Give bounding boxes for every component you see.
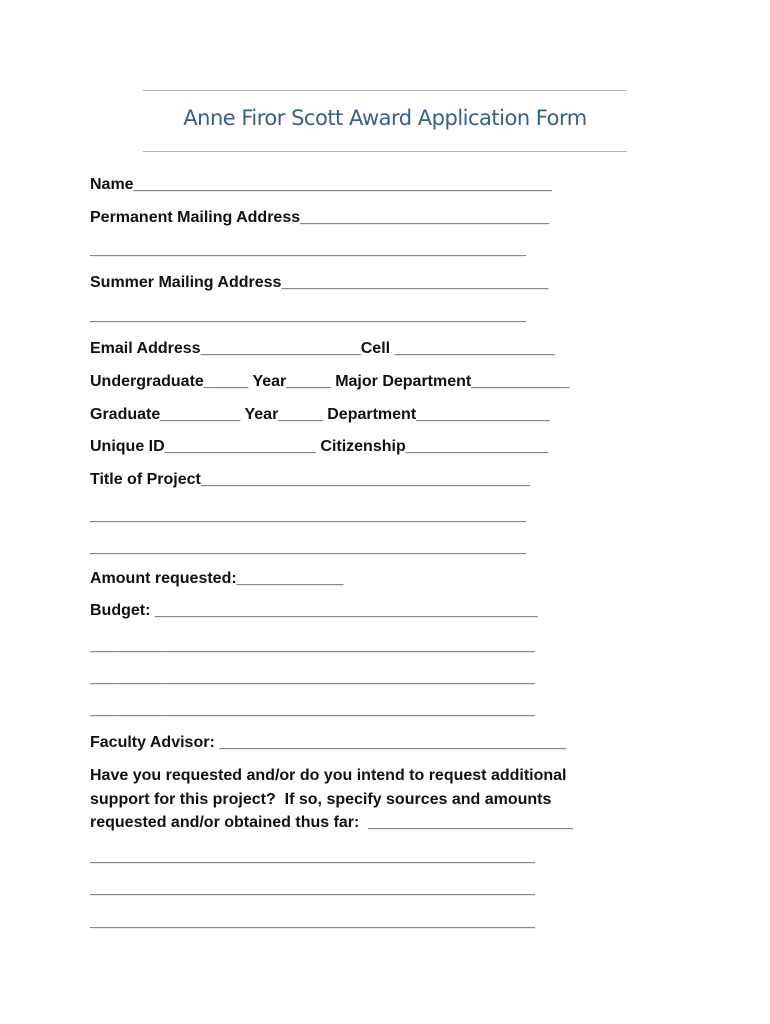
project-title-field[interactable]: Title of Project_____________________________________ — [90, 471, 531, 488]
faculty-advisor-field[interactable]: Faculty Advisor: _______________________________________ — [90, 734, 567, 751]
budget-field[interactable]: Budget: ___________________________________________ — [90, 602, 538, 619]
budget-continued-field-3[interactable]: __________________________________________________ — [90, 701, 535, 718]
unique-id-citizenship-field[interactable]: Unique ID_________________ Citizenship________________ — [90, 438, 549, 455]
summer-address-continued-field[interactable]: _________________________________________________ — [90, 307, 527, 324]
additional-support-question-line-2: support for this project? If so, specify sources and amounts — [90, 790, 552, 808]
permanent-address-continued-field[interactable]: _________________________________________________ — [90, 241, 527, 258]
project-title-continued-field-1[interactable]: _________________________________________________ — [90, 507, 527, 524]
name-field[interactable]: Name_______________________________________________ — [90, 176, 552, 193]
summer-address-field[interactable]: Summer Mailing Address______________________________ — [90, 274, 549, 291]
budget-continued-field-1[interactable]: __________________________________________________ — [90, 637, 535, 654]
additional-support-question-line-3[interactable]: requested and/or obtained thus far: _______________________ — [90, 814, 573, 831]
additional-support-question[interactable] — [90, 764, 670, 835]
project-title-continued-field-2[interactable]: _________________________________________________ — [90, 539, 527, 556]
amount-requested-field[interactable]: Amount requested:____________ — [90, 570, 344, 587]
title-rule-bottom — [143, 151, 627, 152]
graduate-field[interactable]: Graduate_________ Year_____ Department_______________ — [90, 406, 550, 423]
support-blank-line-1[interactable]: __________________________________________________ — [90, 848, 535, 865]
support-blank-line-2[interactable]: __________________________________________________ — [90, 880, 535, 897]
page-title: Anne Firor Scott Award Application Form — [183, 106, 587, 130]
permanent-address-field[interactable]: Permanent Mailing Address____________________________ — [90, 209, 550, 226]
budget-continued-field-2[interactable]: __________________________________________________ — [90, 669, 535, 686]
additional-support-question-line-1: Have you requested and/or do you intend to request additional — [90, 767, 567, 784]
support-blank-line-3[interactable]: __________________________________________________ — [90, 913, 535, 930]
email-cell-field[interactable]: Email Address__________________Cell __________________ — [90, 340, 555, 357]
title-rule-top — [143, 90, 627, 91]
undergraduate-field[interactable]: Undergraduate_____ Year_____ Major Department___________ — [90, 373, 570, 390]
